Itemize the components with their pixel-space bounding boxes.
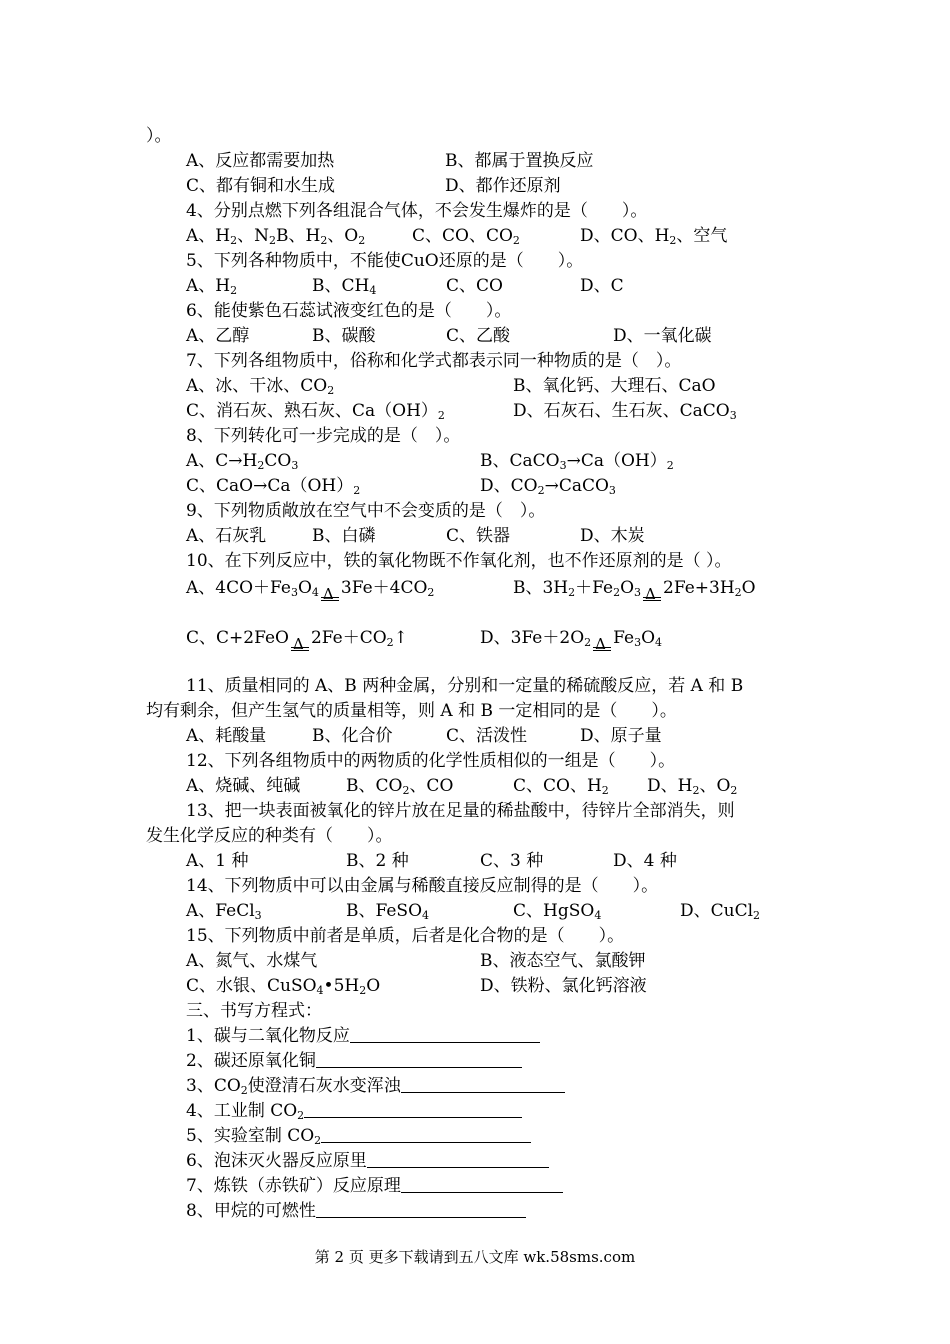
- gas-arrow-icon: ↑: [393, 628, 408, 648]
- q11-stem-line2: 均有剩余，但产生氢气的质量相等，则 A 和 B 一定相同的是（ ）。: [146, 701, 677, 721]
- q14-stem: 14、下列物质中可以由金属与稀酸直接反应制得的是（ ）。: [186, 876, 659, 896]
- q9-stem: 9、下列物质敞放在空气中不会变质的是（ ）。: [186, 501, 546, 521]
- q15-option-c: C、水银、$CuSO_4•5H_2O$: [186, 976, 381, 997]
- q4-option-a: A、$H_2$、$N_2B$、$H_2$、$O_2$: [186, 226, 366, 247]
- q12-option-d: D、$H_2$、$O_2$: [647, 776, 738, 797]
- answer-blank[interactable]: [401, 1077, 565, 1093]
- heat-condition-icon: Δ: [319, 579, 341, 599]
- heat-condition-icon: Δ: [289, 629, 311, 649]
- q6-option-a: A、乙醇: [186, 326, 250, 346]
- heat-condition-icon: Δ: [641, 579, 663, 599]
- q14-option-b: B、FeSO$_4$: [346, 901, 430, 922]
- q8-option-a: A、$C\to H_2CO_3$: [186, 451, 299, 472]
- q8-option-b: B、$CaCO_3\to Ca(OH)_2$: [480, 451, 674, 472]
- q11-option-a: A、耗酸量: [186, 726, 267, 746]
- q3-option-c: C、都有铜和水生成: [186, 176, 336, 196]
- q8-option-d: D、$CO_2\to CaCO_3$: [480, 476, 616, 497]
- equation-8: 8、甲烷的可燃性: [186, 1201, 526, 1221]
- q13-option-b: B、2 种: [346, 851, 409, 871]
- q12-option-c: C、CO、$H_2$: [513, 776, 609, 797]
- q11-stem-line1: 11、质量相同的 A、B 两种金属，分别和一定量的稀硫酸反应，若 A 和 B: [186, 676, 744, 696]
- q12-stem: 12、下列各组物质中的两物质的化学性质相似的一组是（ ）。: [186, 751, 676, 771]
- q9-option-a: A、石灰乳: [186, 526, 267, 546]
- answer-blank[interactable]: [316, 1202, 526, 1218]
- answer-blank[interactable]: [304, 1102, 522, 1118]
- q7-stem: 7、下列各组物质中，俗称和化学式都表示同一种物质的是（ ）。: [186, 351, 682, 371]
- q9-option-c: C、铁器: [446, 526, 511, 546]
- q13-option-c: C、3 种: [480, 851, 544, 871]
- q11-option-d: D、原子量: [580, 726, 662, 746]
- page-footer: 第 2 页 更多下载请到五八文库 wk.58sms.com: [314, 1248, 636, 1266]
- equation-5: 5、实验室制 $CO_2$: [186, 1126, 531, 1146]
- answer-blank[interactable]: [350, 1027, 540, 1043]
- q5-option-b: B、$CH_4$: [312, 276, 377, 297]
- q8-option-c: C、$CaO\to Ca(OH)_2$: [186, 476, 361, 497]
- q7-option-a: A、冰、干冰、$CO_2$: [186, 376, 335, 397]
- q14-option-c: C、HgSO$_4$: [513, 901, 602, 922]
- q10-option-a: A、$4CO+Fe_3O_4$ Δ $3Fe+4CO_2$: [186, 578, 435, 603]
- q5-option-c: C、CO: [446, 276, 503, 296]
- q15-option-a: A、氮气、水煤气: [186, 951, 318, 971]
- q6-option-c: C、乙酸: [446, 326, 511, 346]
- q15-stem: 15、下列物质中前者是单质，后者是化合物的是（ ）。: [186, 926, 625, 946]
- q4-option-d: D、CO、$H_2$、空气: [580, 226, 728, 247]
- q4-stem: 4、分别点燃下列各组混合气体，不会发生爆炸的是（ ）。: [186, 201, 648, 221]
- equation-2: 2、碳还原氧化铜: [186, 1051, 522, 1071]
- q10-option-d: D、$3Fe+2O_2$ Δ $Fe_3O_4$: [480, 628, 662, 653]
- q14-option-a: A、FeCl$_3$: [186, 901, 262, 922]
- q6-stem: 6、能使紫色石蕊试液变红色的是（ ）。: [186, 301, 512, 321]
- q10-option-c: C、C+2FeO Δ $2Fe+CO_2↑$: [186, 628, 408, 653]
- equation-3: 3、$CO_2$使澄清石灰水变浑浊: [186, 1076, 565, 1096]
- q11-option-b: B、化合价: [312, 726, 393, 746]
- q5-option-a: A、$H_2$: [186, 276, 238, 297]
- section3-title: 三、书写方程式：: [186, 1001, 322, 1021]
- q15-option-d: D、铁粉、氯化钙溶液: [480, 976, 647, 996]
- q3-option-a: A、反应都需要加热: [186, 151, 335, 171]
- q5-option-d: D、C: [580, 276, 624, 296]
- q10-option-b: B、$3H_2+Fe_2O_3$ Δ $2Fe+3H_2O$: [513, 578, 756, 603]
- q6-option-b: B、碳酸: [312, 326, 376, 346]
- q15-option-b: B、液态空气、氯酸钾: [480, 951, 646, 971]
- q13-option-a: A、1 种: [186, 851, 249, 871]
- q13-option-d: D、4 种: [613, 851, 677, 871]
- equation-6: 6、泡沫灭火器反应原里: [186, 1151, 549, 1171]
- q12-option-a: A、烧碱、纯碱: [186, 776, 301, 796]
- q14-option-d: D、CuCl$_2$: [680, 901, 761, 922]
- equation-7: 7、炼铁（赤铁矿）反应原理: [186, 1176, 563, 1196]
- q5-stem: 5、下列各种物质中，不能使CuO还原的是（ ）。: [186, 251, 584, 271]
- heat-condition-icon: Δ: [591, 629, 613, 649]
- answer-blank[interactable]: [321, 1127, 531, 1143]
- equation-4: 4、工业制 $CO_2$: [186, 1101, 522, 1121]
- q13-stem-line2: 发生化学反应的种类有（ ）。: [146, 826, 393, 846]
- q9-option-b: B、白磷: [312, 526, 376, 546]
- answer-blank[interactable]: [316, 1052, 522, 1068]
- q6-option-d: D、一氧化碳: [613, 326, 712, 346]
- q7-option-d: D、石灰石、生石灰、CaCO$_3$: [513, 401, 737, 422]
- q11-option-c: C、活泼性: [446, 726, 528, 746]
- q3-option-d: D、都作还原剂: [445, 176, 561, 196]
- q8-stem: 8、下列转化可一步完成的是（ ）。: [186, 426, 461, 446]
- answer-blank[interactable]: [367, 1152, 549, 1168]
- q10-stem: 10、在下列反应中，铁的氧化物既不作氧化剂，也不作还原剂的是（ ）。: [186, 551, 732, 571]
- q7-option-b: B、氧化钙、大理石、CaO: [513, 376, 716, 396]
- q12-option-b: B、$CO_2$、CO: [346, 776, 454, 797]
- q4-option-c: C、CO、$CO_2$: [412, 226, 520, 247]
- q3-stem-tail: ）。: [146, 126, 172, 146]
- q13-stem-line1: 13、把一块表面被氧化的锌片放在足量的稀盐酸中，待锌片全部消失，则: [186, 801, 735, 821]
- q3-option-b: B、都属于置换反应: [445, 151, 594, 171]
- equation-1: 1、碳与二氧化物反应: [186, 1026, 540, 1046]
- q7-option-c: C、消石灰、熟石灰、$Ca(OH)_2$: [186, 401, 445, 422]
- q9-option-d: D、木炭: [580, 526, 645, 546]
- answer-blank[interactable]: [401, 1177, 563, 1193]
